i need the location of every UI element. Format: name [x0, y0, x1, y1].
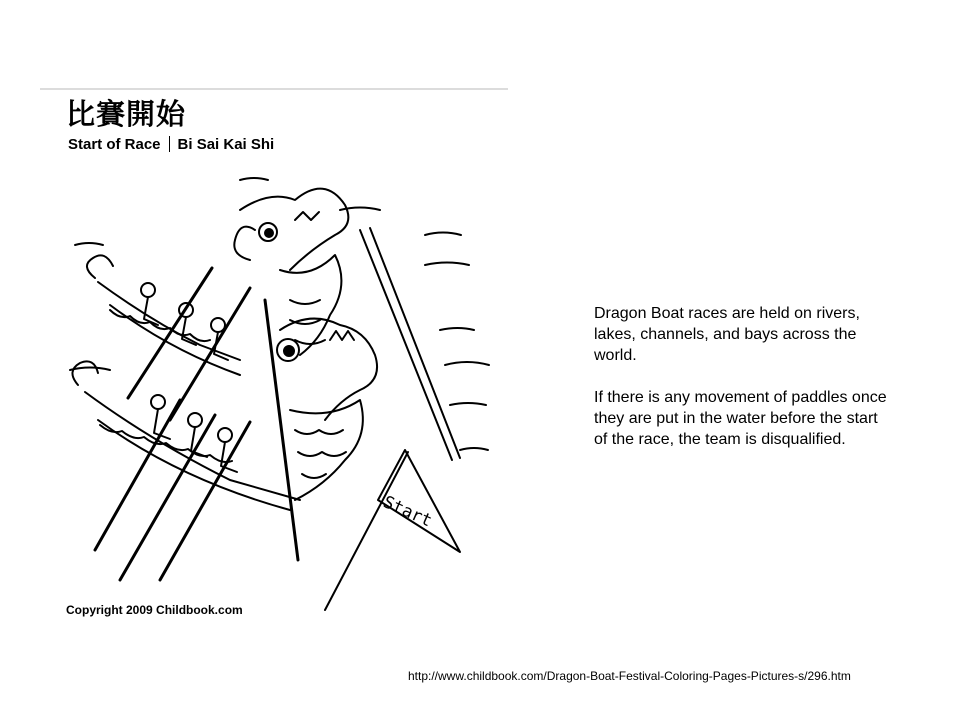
body-paragraph-1: Dragon Boat races are held on rivers, lakes, channels, and bays across the world. [594, 305, 860, 364]
copyright-notice: Copyright 2009 Childbook.com [66, 603, 243, 617]
start-flag [325, 450, 460, 610]
oars [95, 268, 298, 580]
flag-start-label: Start [379, 492, 435, 532]
lower-boat [72, 361, 300, 510]
upper-dragon-head [234, 189, 348, 355]
coloring-page-title-chinese: 比賽開始 [66, 97, 187, 131]
lower-dragon-head [277, 319, 377, 500]
upper-boat [87, 255, 240, 375]
subtitle-pinyin: Bi Sai Kai Shi [177, 136, 275, 153]
source-url: http://www.childbook.com/Dragon-Boat-Festival-Coloring-Pages-Pictures-s/296.htm [408, 669, 851, 683]
top-divider [40, 88, 508, 90]
body-text [594, 303, 894, 471]
subtitle-separator [169, 136, 170, 152]
body-paragraph-2: If there is any movement of paddles once they are put in the water before the start of the race, the team is disqualified. [594, 389, 887, 448]
dragon-boat-illustration [40, 160, 520, 620]
coloring-page-subtitle [68, 136, 274, 153]
subtitle-english: Start of Race [68, 136, 161, 153]
